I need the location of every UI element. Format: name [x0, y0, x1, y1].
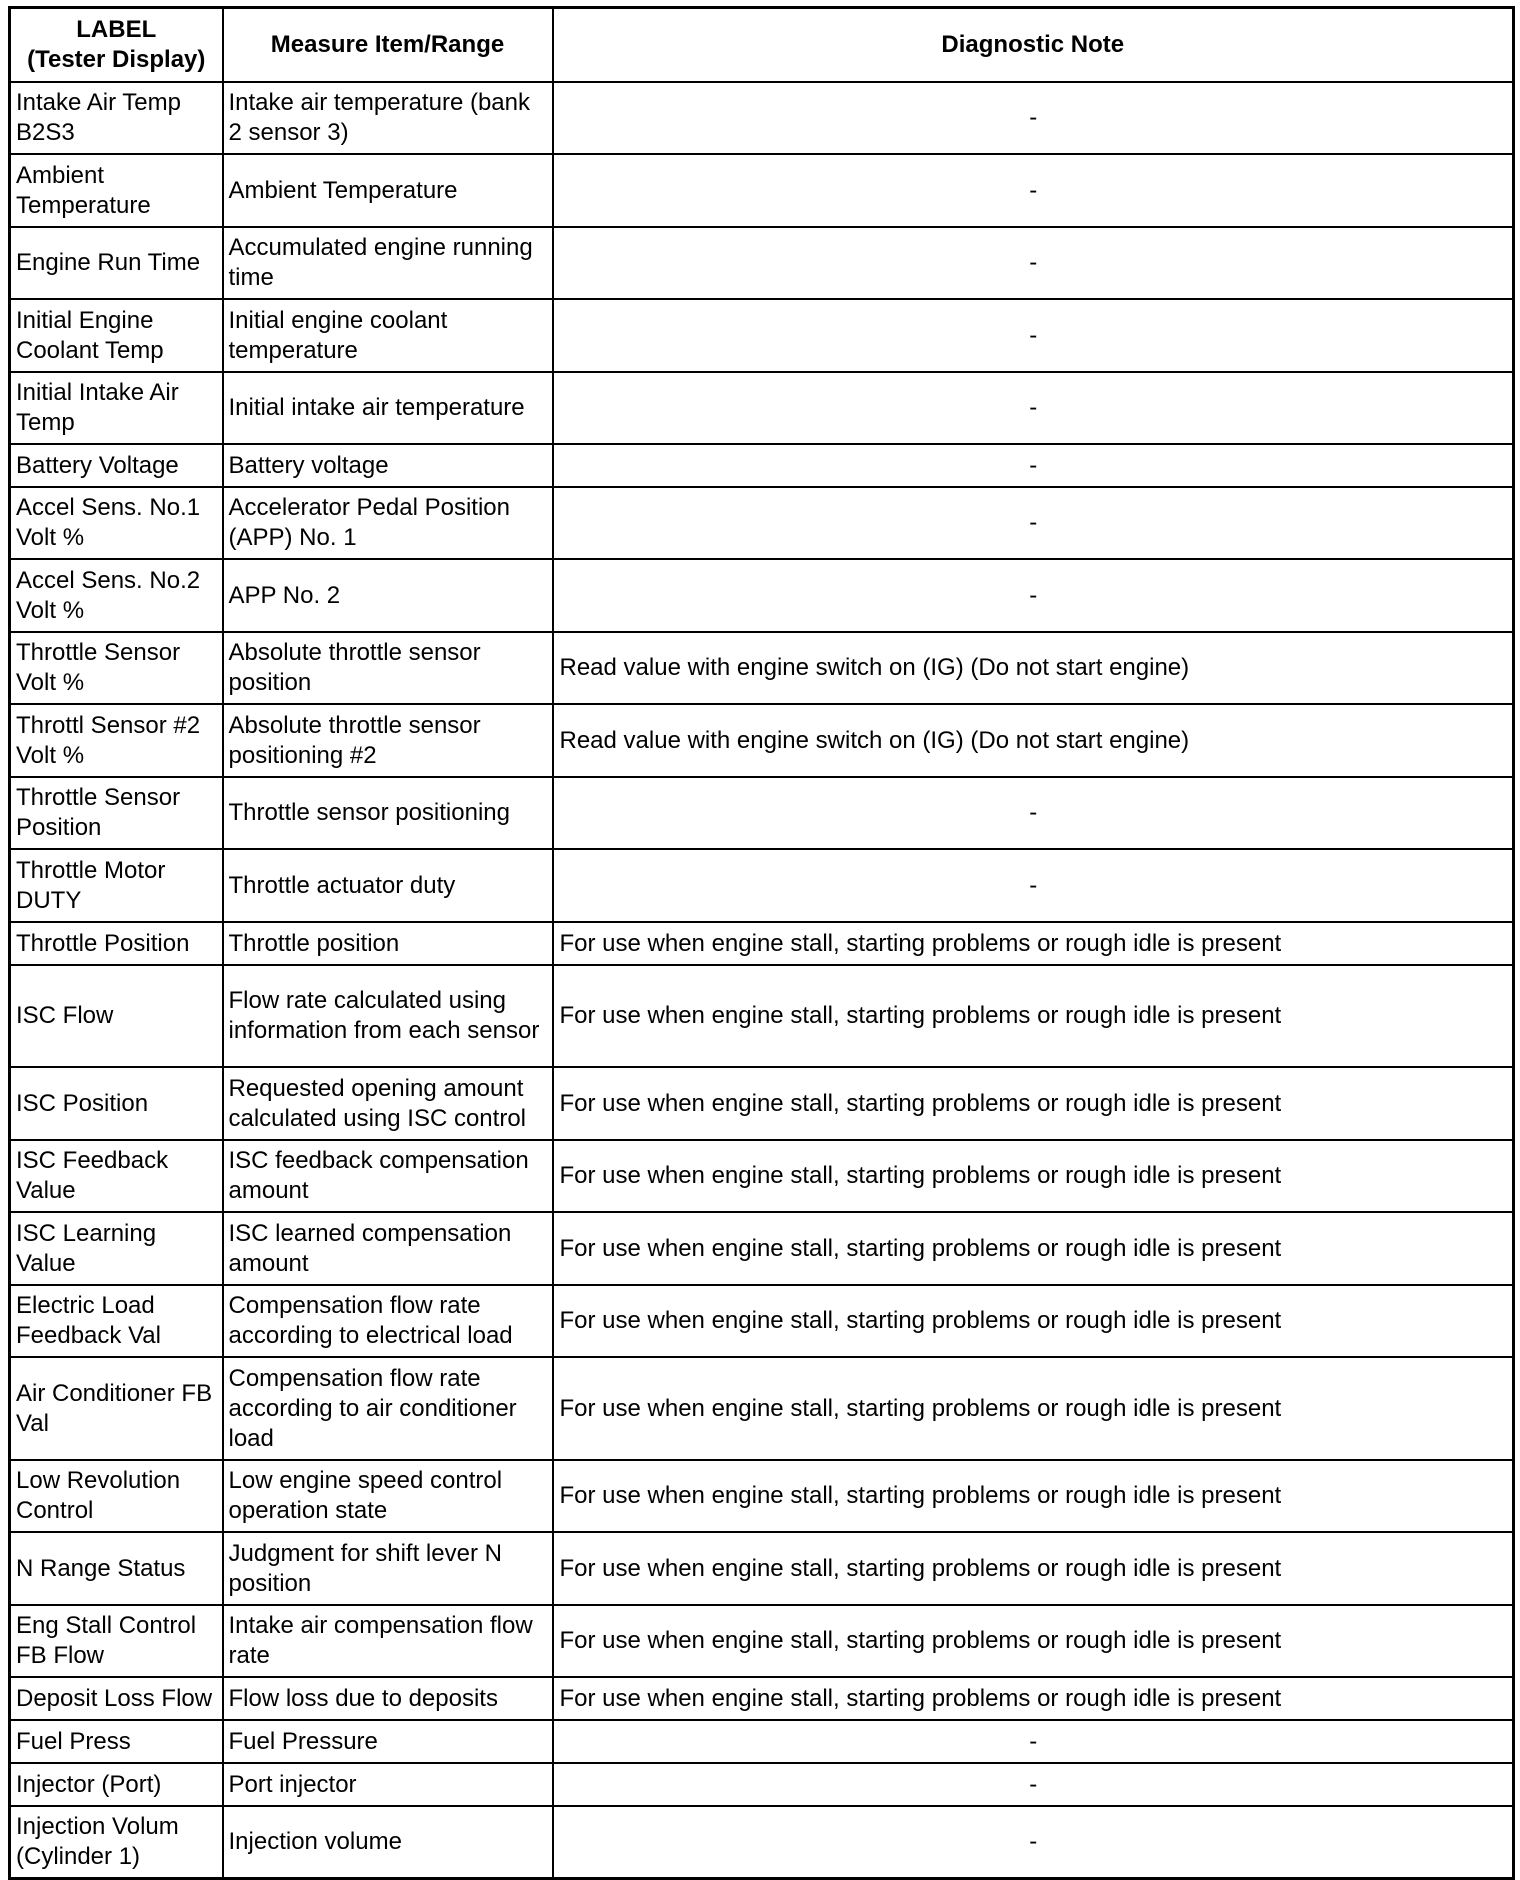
cell-measure: Initial intake air temperature	[223, 372, 553, 444]
cell-measure: Accumulated engine running time	[223, 227, 553, 299]
cell-note: For use when engine stall, starting problems or rough idle is present	[553, 1067, 1514, 1140]
cell-measure: Throttle position	[223, 922, 553, 965]
cell-measure: Intake air compensation flow rate	[223, 1605, 553, 1677]
cell-label: ISC Position	[10, 1067, 223, 1140]
table-row	[10, 965, 1514, 1067]
cell-measure: Throttle actuator duty	[223, 849, 553, 922]
cell-note: For use when engine stall, starting problems or rough idle is present	[553, 1605, 1514, 1677]
cell-note: For use when engine stall, starting problems or rough idle is present	[553, 1140, 1514, 1212]
cell-label: Intake Air Temp B2S3	[10, 82, 223, 154]
cell-measure: Absolute throttle sensor position	[223, 632, 553, 704]
cell-note: -	[553, 1806, 1514, 1878]
cell-note: For use when engine stall, starting problems or rough idle is present	[553, 922, 1514, 965]
cell-note: -	[553, 1720, 1514, 1763]
cell-measure: Ambient Temperature	[223, 154, 553, 227]
table-row	[10, 1677, 1514, 1720]
table-row	[10, 444, 1514, 487]
cell-measure: Compensation flow rate according to air conditioner load	[223, 1357, 553, 1460]
cell-note: -	[553, 444, 1514, 487]
cell-label: Throttle Position	[10, 922, 223, 965]
cell-label: Engine Run Time	[10, 227, 223, 299]
cell-note: For use when engine stall, starting problems or rough idle is present	[553, 1357, 1514, 1460]
cell-note: For use when engine stall, starting problems or rough idle is present	[553, 965, 1514, 1067]
cell-label: Low Revolution Control	[10, 1460, 223, 1532]
table-row	[10, 1212, 1514, 1285]
table-row	[10, 1357, 1514, 1460]
cell-label: Accel Sens. No.2 Volt %	[10, 559, 223, 632]
table-row	[10, 1720, 1514, 1763]
cell-label: Injection Volum (Cylinder 1)	[10, 1806, 223, 1878]
cell-label: N Range Status	[10, 1532, 223, 1605]
header-label-line1: LABEL	[76, 16, 157, 43]
cell-label: Eng Stall Control FB Flow	[10, 1605, 223, 1677]
cell-label: ISC Flow	[10, 965, 223, 1067]
cell-measure: Port injector	[223, 1763, 553, 1806]
table-row	[10, 849, 1514, 922]
cell-label: Deposit Loss Flow	[10, 1677, 223, 1720]
cell-label: Air Conditioner FB Val	[10, 1357, 223, 1460]
cell-note: -	[553, 154, 1514, 227]
cell-label: Throttle Motor DUTY	[10, 849, 223, 922]
cell-label: Injector (Port)	[10, 1763, 223, 1806]
cell-note: -	[553, 372, 1514, 444]
cell-note: -	[553, 487, 1514, 559]
cell-measure: Intake air temperature (bank 2 sensor 3)	[223, 82, 553, 154]
table-row	[10, 1806, 1514, 1878]
cell-measure: Absolute throttle sensor positioning #2	[223, 704, 553, 777]
table-row	[10, 1763, 1514, 1806]
table-row	[10, 1532, 1514, 1605]
cell-measure: Judgment for shift lever N position	[223, 1532, 553, 1605]
header-diagnostic-note: Diagnostic Note	[553, 8, 1514, 83]
cell-measure: Accelerator Pedal Position (APP) No. 1	[223, 487, 553, 559]
header-label-line2: (Tester Display)	[27, 46, 206, 73]
cell-measure: Initial engine coolant temperature	[223, 299, 553, 372]
cell-label: Battery Voltage	[10, 444, 223, 487]
cell-label: Ambient Temperature	[10, 154, 223, 227]
table-row	[10, 704, 1514, 777]
cell-note: For use when engine stall, starting problems or rough idle is present	[553, 1285, 1514, 1357]
table-row	[10, 299, 1514, 372]
cell-measure: APP No. 2	[223, 559, 553, 632]
table-row	[10, 777, 1514, 849]
cell-note: -	[553, 299, 1514, 372]
table-row	[10, 1067, 1514, 1140]
data-list-table-sheet	[8, 6, 1512, 1880]
table-row	[10, 1605, 1514, 1677]
cell-note: Read value with engine switch on (IG) (Do not start engine)	[553, 704, 1514, 777]
table-row	[10, 82, 1514, 154]
cell-note: -	[553, 82, 1514, 154]
cell-measure: ISC learned compensation amount	[223, 1212, 553, 1285]
cell-label: ISC Feedback Value	[10, 1140, 223, 1212]
cell-label: ISC Learning Value	[10, 1212, 223, 1285]
table-row	[10, 154, 1514, 227]
cell-note: Read value with engine switch on (IG) (Do not start engine)	[553, 632, 1514, 704]
header-label	[10, 8, 223, 83]
cell-measure: Throttle sensor positioning	[223, 777, 553, 849]
cell-label: Fuel Press	[10, 1720, 223, 1763]
cell-note: For use when engine stall, starting problems or rough idle is present	[553, 1460, 1514, 1532]
data-list-table	[8, 6, 1515, 1880]
table-row	[10, 1285, 1514, 1357]
table-row	[10, 1460, 1514, 1532]
cell-note: For use when engine stall, starting problems or rough idle is present	[553, 1212, 1514, 1285]
cell-measure: Flow loss due to deposits	[223, 1677, 553, 1720]
table-row	[10, 227, 1514, 299]
header-measure-item: Measure Item/Range	[223, 8, 553, 83]
table-row	[10, 1140, 1514, 1212]
cell-label: Throttle Sensor Volt %	[10, 632, 223, 704]
table-header-row	[10, 8, 1514, 83]
table-row	[10, 487, 1514, 559]
cell-note: For use when engine stall, starting problems or rough idle is present	[553, 1677, 1514, 1720]
cell-measure: Requested opening amount calculated using ISC control	[223, 1067, 553, 1140]
cell-note: -	[553, 1763, 1514, 1806]
cell-measure: Battery voltage	[223, 444, 553, 487]
cell-note: -	[553, 849, 1514, 922]
cell-measure: ISC feedback compensation amount	[223, 1140, 553, 1212]
cell-note: -	[553, 777, 1514, 849]
cell-label: Electric Load Feedback Val	[10, 1285, 223, 1357]
cell-measure: Flow rate calculated using information from each sensor	[223, 965, 553, 1067]
cell-measure: Fuel Pressure	[223, 1720, 553, 1763]
table-row	[10, 559, 1514, 632]
table-row	[10, 922, 1514, 965]
cell-label: Initial Intake Air Temp	[10, 372, 223, 444]
cell-note: -	[553, 227, 1514, 299]
cell-label: Initial Engine Coolant Temp	[10, 299, 223, 372]
cell-label: Throttl Sensor #2 Volt %	[10, 704, 223, 777]
cell-measure: Injection volume	[223, 1806, 553, 1878]
cell-note: For use when engine stall, starting problems or rough idle is present	[553, 1532, 1514, 1605]
cell-note: -	[553, 559, 1514, 632]
table-row	[10, 372, 1514, 444]
cell-label: Accel Sens. No.1 Volt %	[10, 487, 223, 559]
cell-measure: Compensation flow rate according to electrical load	[223, 1285, 553, 1357]
cell-measure: Low engine speed control operation state	[223, 1460, 553, 1532]
cell-label: Throttle Sensor Position	[10, 777, 223, 849]
table-row	[10, 632, 1514, 704]
